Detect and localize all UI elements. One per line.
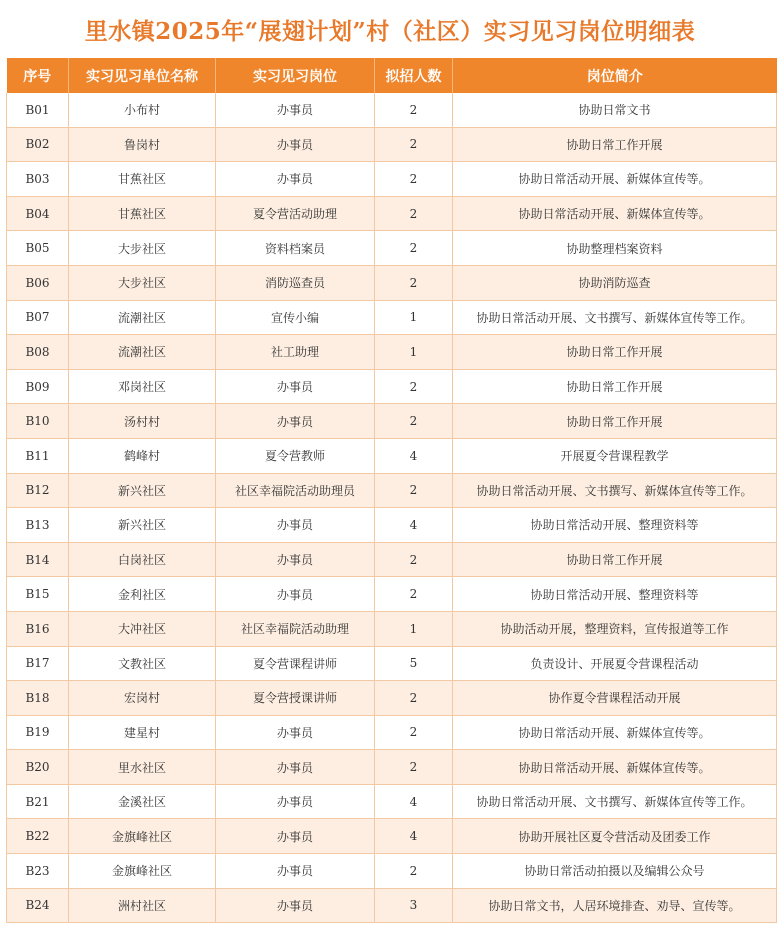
cell-count: 4 xyxy=(375,438,453,473)
cell-id: B10 xyxy=(7,404,69,439)
cell-count: 2 xyxy=(375,577,453,612)
cell-post: 办事员 xyxy=(216,888,375,923)
cell-id: B20 xyxy=(7,750,69,785)
cell-unit: 鹤峰村 xyxy=(69,438,216,473)
cell-id: B19 xyxy=(7,715,69,750)
cell-unit: 邓岗社区 xyxy=(69,369,216,404)
cell-id: B06 xyxy=(7,265,69,300)
table-row xyxy=(7,196,777,231)
cell-count: 4 xyxy=(375,508,453,543)
cell-unit: 大步社区 xyxy=(69,265,216,300)
cell-desc: 协助日常文书 xyxy=(453,93,777,127)
table-row xyxy=(7,473,777,508)
table-row xyxy=(7,508,777,543)
cell-unit: 新兴社区 xyxy=(69,473,216,508)
cell-count: 2 xyxy=(375,127,453,162)
table-row xyxy=(7,646,777,681)
cell-count: 2 xyxy=(375,265,453,300)
cell-count: 1 xyxy=(375,611,453,646)
cell-unit: 洲村社区 xyxy=(69,888,216,923)
cell-count: 4 xyxy=(375,784,453,819)
cell-post: 社区幸福院活动助理员 xyxy=(216,473,375,508)
header-post: 实习见习岗位 xyxy=(216,58,375,93)
cell-unit: 金旗峰社区 xyxy=(69,854,216,889)
cell-post: 办事员 xyxy=(216,404,375,439)
cell-id: B09 xyxy=(7,369,69,404)
header-unit: 实习见习单位名称 xyxy=(69,58,216,93)
cell-id: B11 xyxy=(7,438,69,473)
cell-unit: 金溪社区 xyxy=(69,784,216,819)
cell-post: 办事员 xyxy=(216,854,375,889)
cell-post: 办事员 xyxy=(216,93,375,127)
cell-desc: 负责设计、开展夏令营课程活动 xyxy=(453,646,777,681)
cell-count: 2 xyxy=(375,715,453,750)
table-row xyxy=(7,611,777,646)
header-row xyxy=(7,58,777,93)
table-row xyxy=(7,854,777,889)
cell-unit: 建星村 xyxy=(69,715,216,750)
cell-id: B23 xyxy=(7,854,69,889)
cell-count: 2 xyxy=(375,231,453,266)
cell-desc: 协助日常活动开展、文书撰写、新媒体宣传等工作。 xyxy=(453,784,777,819)
cell-post: 资料档案员 xyxy=(216,231,375,266)
cell-post: 办事员 xyxy=(216,577,375,612)
cell-post: 办事员 xyxy=(216,162,375,197)
cell-count: 2 xyxy=(375,854,453,889)
cell-post: 办事员 xyxy=(216,508,375,543)
table-row xyxy=(7,335,777,370)
cell-id: B02 xyxy=(7,127,69,162)
cell-count: 2 xyxy=(375,750,453,785)
table-row xyxy=(7,300,777,335)
cell-desc: 协助日常文书，人居环境排查、劝导、宣传等。 xyxy=(453,888,777,923)
cell-desc: 协助日常工作开展 xyxy=(453,127,777,162)
table-row xyxy=(7,438,777,473)
header-id: 序号 xyxy=(7,58,69,93)
cell-desc: 协助活动开展，整理资料，宣传报道等工作 xyxy=(453,611,777,646)
cell-id: B05 xyxy=(7,231,69,266)
table-row xyxy=(7,127,777,162)
cell-count: 1 xyxy=(375,300,453,335)
table-row xyxy=(7,162,777,197)
cell-unit: 流潮社区 xyxy=(69,300,216,335)
cell-id: B12 xyxy=(7,473,69,508)
cell-count: 2 xyxy=(375,369,453,404)
cell-id: B21 xyxy=(7,784,69,819)
cell-count: 4 xyxy=(375,819,453,854)
cell-unit: 金旗峰社区 xyxy=(69,819,216,854)
cell-unit: 新兴社区 xyxy=(69,508,216,543)
cell-unit: 汤村村 xyxy=(69,404,216,439)
cell-unit: 甘蕉社区 xyxy=(69,196,216,231)
cell-count: 3 xyxy=(375,888,453,923)
cell-unit: 大步社区 xyxy=(69,231,216,266)
cell-desc: 协助日常活动开展、整理资料等 xyxy=(453,577,777,612)
cell-unit: 鲁岗村 xyxy=(69,127,216,162)
cell-post: 消防巡查员 xyxy=(216,265,375,300)
cell-unit: 金利社区 xyxy=(69,577,216,612)
table-row xyxy=(7,715,777,750)
cell-count: 1 xyxy=(375,335,453,370)
cell-post: 办事员 xyxy=(216,784,375,819)
cell-desc: 协助日常活动开展、新媒体宣传等。 xyxy=(453,715,777,750)
cell-id: B16 xyxy=(7,611,69,646)
cell-desc: 协助日常活动开展、新媒体宣传等。 xyxy=(453,196,777,231)
cell-id: B18 xyxy=(7,681,69,716)
cell-desc: 协助日常工作开展 xyxy=(453,369,777,404)
cell-desc: 协助日常活动拍摄以及编辑公众号 xyxy=(453,854,777,889)
cell-unit: 流潮社区 xyxy=(69,335,216,370)
cell-id: B24 xyxy=(7,888,69,923)
cell-unit: 文教社区 xyxy=(69,646,216,681)
table-row xyxy=(7,231,777,266)
header-desc: 岗位简介 xyxy=(453,58,777,93)
cell-id: B13 xyxy=(7,508,69,543)
cell-id: B07 xyxy=(7,300,69,335)
cell-desc: 协助日常活动开展、新媒体宣传等。 xyxy=(453,750,777,785)
positions-table xyxy=(6,58,777,923)
cell-count: 2 xyxy=(375,93,453,127)
table-row xyxy=(7,681,777,716)
cell-id: B04 xyxy=(7,196,69,231)
cell-post: 夏令营课程讲师 xyxy=(216,646,375,681)
cell-desc: 开展夏令营课程教学 xyxy=(453,438,777,473)
cell-post: 办事员 xyxy=(216,715,375,750)
cell-count: 5 xyxy=(375,646,453,681)
cell-count: 2 xyxy=(375,196,453,231)
cell-unit: 小布村 xyxy=(69,93,216,127)
cell-id: B17 xyxy=(7,646,69,681)
cell-count: 2 xyxy=(375,473,453,508)
cell-desc: 协助日常工作开展 xyxy=(453,404,777,439)
cell-desc: 协作夏令营课程活动开展 xyxy=(453,681,777,716)
page-title: 里水镇2025年“展翅计划”村（社区）实习见习岗位明细表 xyxy=(84,17,696,45)
table-row xyxy=(7,888,777,923)
cell-desc: 协助日常工作开展 xyxy=(453,542,777,577)
cell-desc: 协助开展社区夏令营活动及团委工作 xyxy=(453,819,777,854)
cell-id: B01 xyxy=(7,93,69,127)
cell-post: 办事员 xyxy=(216,819,375,854)
cell-desc: 协助整理档案资料 xyxy=(453,231,777,266)
cell-count: 2 xyxy=(375,542,453,577)
cell-post: 社区幸福院活动助理 xyxy=(216,611,375,646)
cell-unit: 里水社区 xyxy=(69,750,216,785)
cell-id: B22 xyxy=(7,819,69,854)
cell-unit: 宏岗村 xyxy=(69,681,216,716)
cell-post: 宣传小编 xyxy=(216,300,375,335)
cell-unit: 大冲社区 xyxy=(69,611,216,646)
cell-post: 夏令营活动助理 xyxy=(216,196,375,231)
table-row xyxy=(7,819,777,854)
cell-id: B08 xyxy=(7,335,69,370)
cell-desc: 协助日常活动开展、文书撰写、新媒体宣传等工作。 xyxy=(453,473,777,508)
cell-count: 2 xyxy=(375,681,453,716)
cell-post: 办事员 xyxy=(216,127,375,162)
table-body xyxy=(7,93,777,923)
cell-id: B03 xyxy=(7,162,69,197)
table-row xyxy=(7,404,777,439)
cell-post: 办事员 xyxy=(216,542,375,577)
cell-desc: 协助日常工作开展 xyxy=(453,335,777,370)
cell-id: B14 xyxy=(7,542,69,577)
cell-post: 社工助理 xyxy=(216,335,375,370)
cell-desc: 协助消防巡查 xyxy=(453,265,777,300)
cell-post: 夏令营教师 xyxy=(216,438,375,473)
cell-desc: 协助日常活动开展、整理资料等 xyxy=(453,508,777,543)
table-row xyxy=(7,93,777,127)
cell-post: 办事员 xyxy=(216,750,375,785)
cell-count: 2 xyxy=(375,404,453,439)
table-row xyxy=(7,265,777,300)
cell-desc: 协助日常活动开展、新媒体宣传等。 xyxy=(453,162,777,197)
cell-desc: 协助日常活动开展、文书撰写、新媒体宣传等工作。 xyxy=(453,300,777,335)
cell-unit: 白岗社区 xyxy=(69,542,216,577)
cell-unit: 甘蕉社区 xyxy=(69,162,216,197)
table-row xyxy=(7,784,777,819)
cell-post: 办事员 xyxy=(216,369,375,404)
cell-id: B15 xyxy=(7,577,69,612)
table-row xyxy=(7,577,777,612)
table-row xyxy=(7,542,777,577)
table-row xyxy=(7,369,777,404)
cell-post: 夏令营授课讲师 xyxy=(216,681,375,716)
table-header xyxy=(7,58,777,93)
table-row xyxy=(7,750,777,785)
cell-count: 2 xyxy=(375,162,453,197)
header-count: 拟招人数 xyxy=(375,58,453,93)
